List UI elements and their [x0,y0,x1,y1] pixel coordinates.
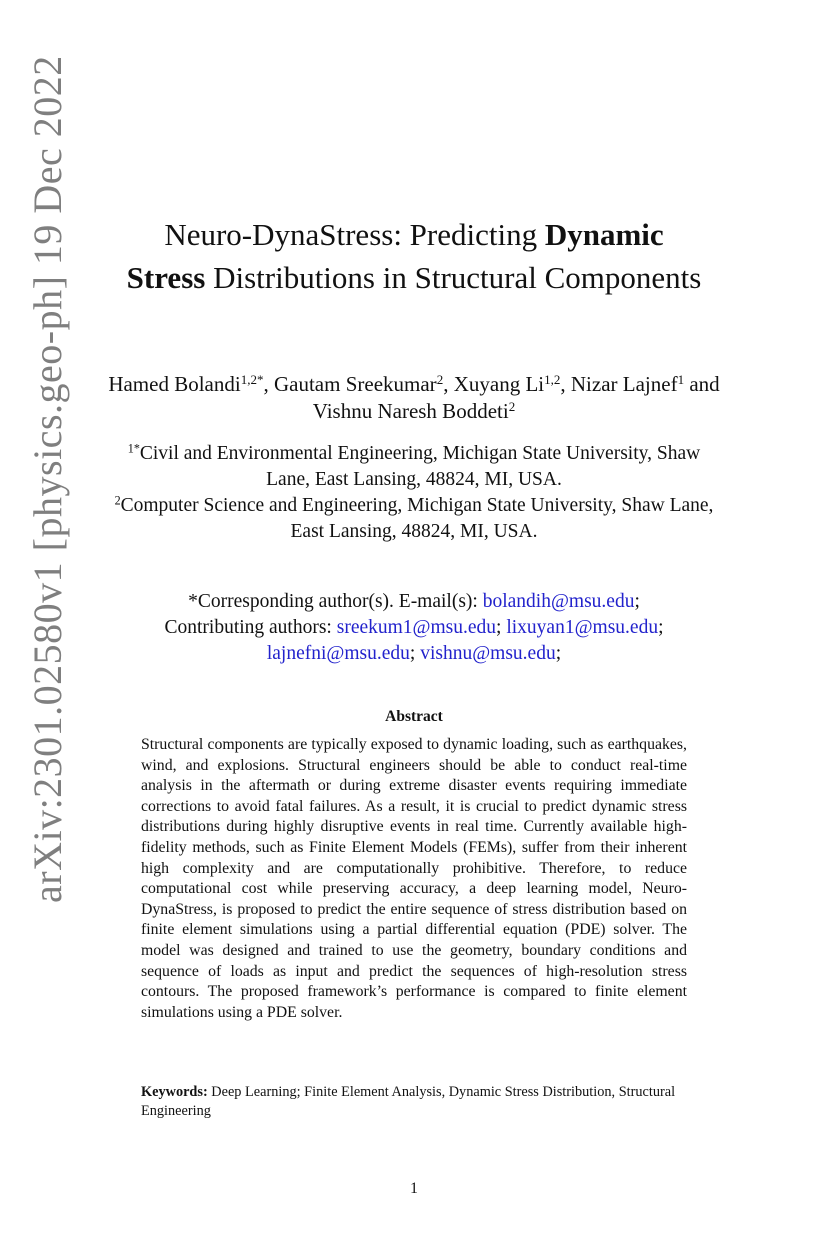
keywords-block [141,1083,687,1120]
contributing-email-link[interactable]: sreekum1@msu.edu [336,617,497,638]
title-bold-1: Dynamic [544,217,664,252]
author-affiliation-mark: 1 [677,371,685,387]
paper-title [100,213,728,299]
author-separator: , [443,372,454,396]
affiliation-text: Computer Science and Engineering, Michigan State University, Shaw Lane, East Lansing, 48824, MI, USA. [120,495,714,542]
author-affiliation-mark: 2 [436,371,444,387]
page-number: 1 [410,1180,418,1197]
affiliation [110,441,718,493]
affiliation [110,493,718,545]
contributing-email-link[interactable]: lixuyan1@msu.edu [506,617,659,638]
author-affiliation-mark: 1,2* [240,371,264,387]
author-affiliation-mark: 1,2 [544,371,561,387]
abstract-heading: Abstract [385,708,443,725]
email-separator: ; [658,617,664,638]
affiliation-mark: 2 [114,493,121,508]
contributing-label: Contributing authors: [164,617,337,638]
keywords-label: Keywords: [141,1084,208,1100]
corresponding-email-link[interactable]: bolandih@msu.edu [482,591,635,612]
arxiv-identifier-stamp: arXiv:2301.02580v1 [physics.geo-ph] 19 Dec 2022 [25,55,70,903]
corresponding-label: *Corresponding author(s). E-mail(s): [188,591,483,612]
title-part-2: Distributions in Structural Components [205,260,702,295]
author-name: Vishnu Naresh Boddeti [312,399,509,423]
author-separator: and [684,372,720,396]
author-affiliation-mark: 2 [508,398,516,414]
author-name: Gautam Sreekumar [273,372,437,396]
email-separator: ; [409,643,416,664]
email-separator: ; [634,591,640,612]
affiliation-text: Civil and Environmental Engineering, Michigan State University, Shaw Lane, East Lansing, 48824, MI, USA. [139,443,701,490]
author-name: Nizar Lajnef [570,372,678,396]
affiliation-list [110,441,718,545]
author-name: Hamed Bolandi [108,372,241,396]
correspondence-block [95,589,733,667]
author-separator: , [560,372,571,396]
email-separator: ; [555,643,562,664]
abstract-text: Structural components are typically exposed to dynamic loading, such as earthquakes, wind, and explosions. Structural engineers should be able to conduct real-time analysis in the aftermath or during extreme disaster events requiring immediate corrections to avoid fatal failures. As a result, it is crucial to predict dynamic stress distributions during highly disruptive events in real time. Currently available high-fidelity methods, such as Finite Element Models (FEMs), suffer from their inherent high complexity and are computationally prohibitive. Therefore, to reduce computational cost while preserving accuracy, a deep learning model, Neuro-DynaStress, is proposed to predict the entire sequence of stress distribution based on finite element simulations using a partial differential equation (PDE) solver. The model was designed and trained to use the geometry, boundary conditions and sequence of loads as input and predict the sequences of high-resolution stress contours. The proposed framework’s performance is compared to finite element simulations using a PDE solver. [141,736,687,1021]
contributing-email-link[interactable]: lajnefni@msu.edu [266,643,410,664]
author-name: Xuyang Li [453,372,545,396]
title-part-1: Neuro-DynaStress: Predicting [164,217,545,252]
affiliation-mark: 1* [127,441,140,456]
title-bold-2: Stress [126,260,206,295]
keywords-text: Deep Learning; Finite Element Analysis, Dynamic Stress Distribution, Structural Engineering [141,1084,676,1119]
contributing-email-link[interactable]: vishnu@msu.edu [420,643,556,664]
author-list [95,371,733,425]
author-separator: , [263,372,274,396]
email-separator: ; [496,617,502,638]
